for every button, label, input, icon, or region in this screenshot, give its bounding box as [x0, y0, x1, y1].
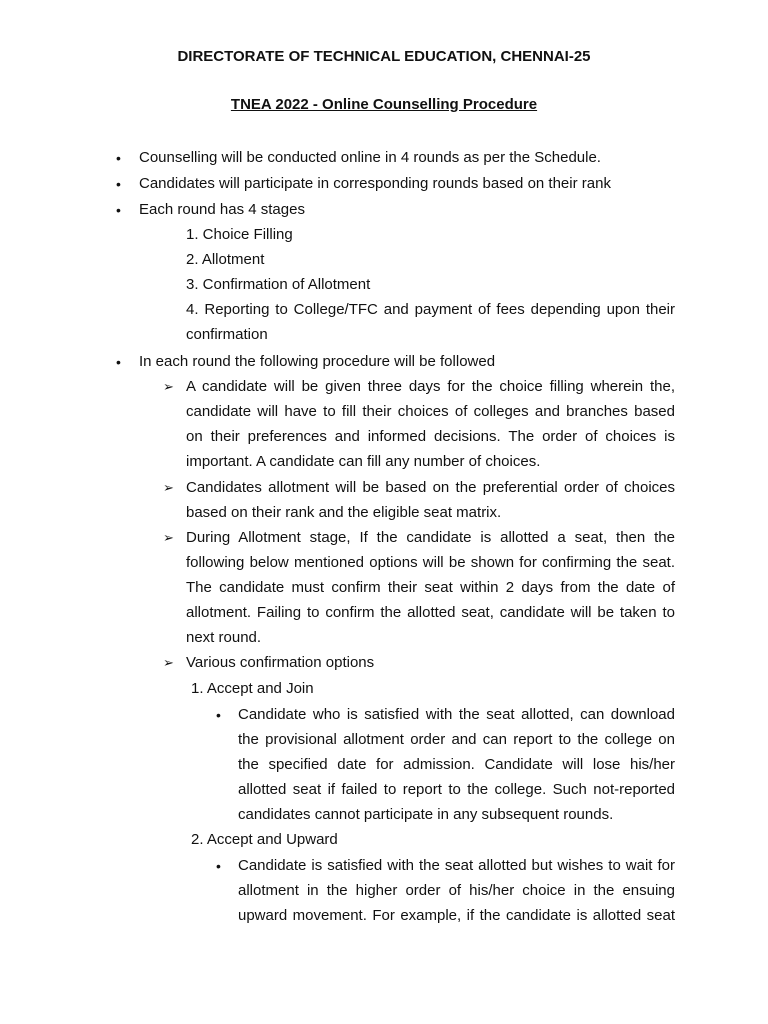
paragraph-line: The candidate must confirm their seat within 2 days from the date of [186, 579, 675, 596]
arrow-bullet-icon: ➢ [163, 530, 174, 545]
paragraph-line: based on their rank and the eligible seat matrix. [186, 504, 502, 521]
arrow-bullet-icon: ➢ [163, 480, 174, 495]
bullet-icon: • [216, 858, 221, 874]
stage-item: 4. Reporting to College/TFC and payment of fees depending upon their [186, 301, 675, 318]
paragraph-line: Various confirmation options [186, 654, 375, 671]
bullet-icon: • [216, 707, 221, 723]
bullet-text: In each round the following procedure will be followed [139, 353, 496, 370]
bullet-text: Each round has 4 stages [139, 201, 305, 218]
bullet-icon: • [116, 202, 121, 218]
option-heading: 1. Accept and Join [191, 680, 314, 697]
bullet-icon: • [116, 176, 121, 192]
stage-item-continued: confirmation [186, 326, 268, 343]
document-subtitle: TNEA 2022 - Online Counselling Procedure [230, 96, 538, 113]
paragraph-line: allotment. Failing to confirm the allotted seat, candidate will be taken to [186, 604, 675, 621]
arrow-bullet-icon: ➢ [163, 379, 174, 394]
paragraph-line: upward movement. For example, if the candidate is allotted seat [238, 907, 675, 924]
bullet-icon: • [116, 150, 121, 166]
paragraph-line: on their preferences and informed decisions. The order of choices is [186, 428, 675, 445]
bullet-icon: • [116, 354, 121, 370]
paragraph-line: the specified date for admission. Candidate will lose his/her [238, 756, 675, 773]
arrow-bullet-icon: ➢ [163, 655, 174, 670]
paragraph-line: important. A candidate can fill any number of choices. [186, 453, 541, 470]
paragraph-line: allotted seat if failed to report to the college. Such not-reported [238, 781, 675, 798]
paragraph-line: Candidate is satisfied with the seat allotted but wishes to wait for [238, 857, 675, 874]
stage-item: 1. Choice Filling [186, 226, 293, 243]
bullet-text: Candidates will participate in corresponding rounds based on their rank [139, 175, 611, 192]
paragraph-line: next round. [186, 629, 262, 646]
paragraph-line: candidates cannot participate in any subsequent rounds. [238, 806, 614, 823]
paragraph-line: During Allotment stage, If the candidate is allotted a seat, then the [186, 529, 675, 546]
document-title: DIRECTORATE OF TECHNICAL EDUCATION, CHENNAI-25 [177, 48, 591, 65]
paragraph-line: A candidate will be given three days for the choice filling wherein the, [186, 378, 675, 395]
paragraph-line: the provisional allotment order and can report to the college on [238, 731, 675, 748]
stage-item: 3. Confirmation of Allotment [186, 276, 371, 293]
option-heading: 2. Accept and Upward [191, 831, 338, 848]
paragraph-line: allotment in the higher order of his/her choice in the ensuing [238, 882, 675, 899]
paragraph-line: Candidate who is satisfied with the seat allotted, can download [238, 706, 675, 723]
paragraph-line: candidate will have to fill their choices of colleges and branches based [186, 403, 675, 420]
stage-item: 2. Allotment [186, 251, 265, 268]
paragraph-line: Candidates allotment will be based on the preferential order of choices [186, 479, 675, 496]
paragraph-line: following below mentioned options will be shown for confirming the seat. [186, 554, 675, 571]
bullet-text: Counselling will be conducted online in 4 rounds as per the Schedule. [139, 149, 601, 166]
